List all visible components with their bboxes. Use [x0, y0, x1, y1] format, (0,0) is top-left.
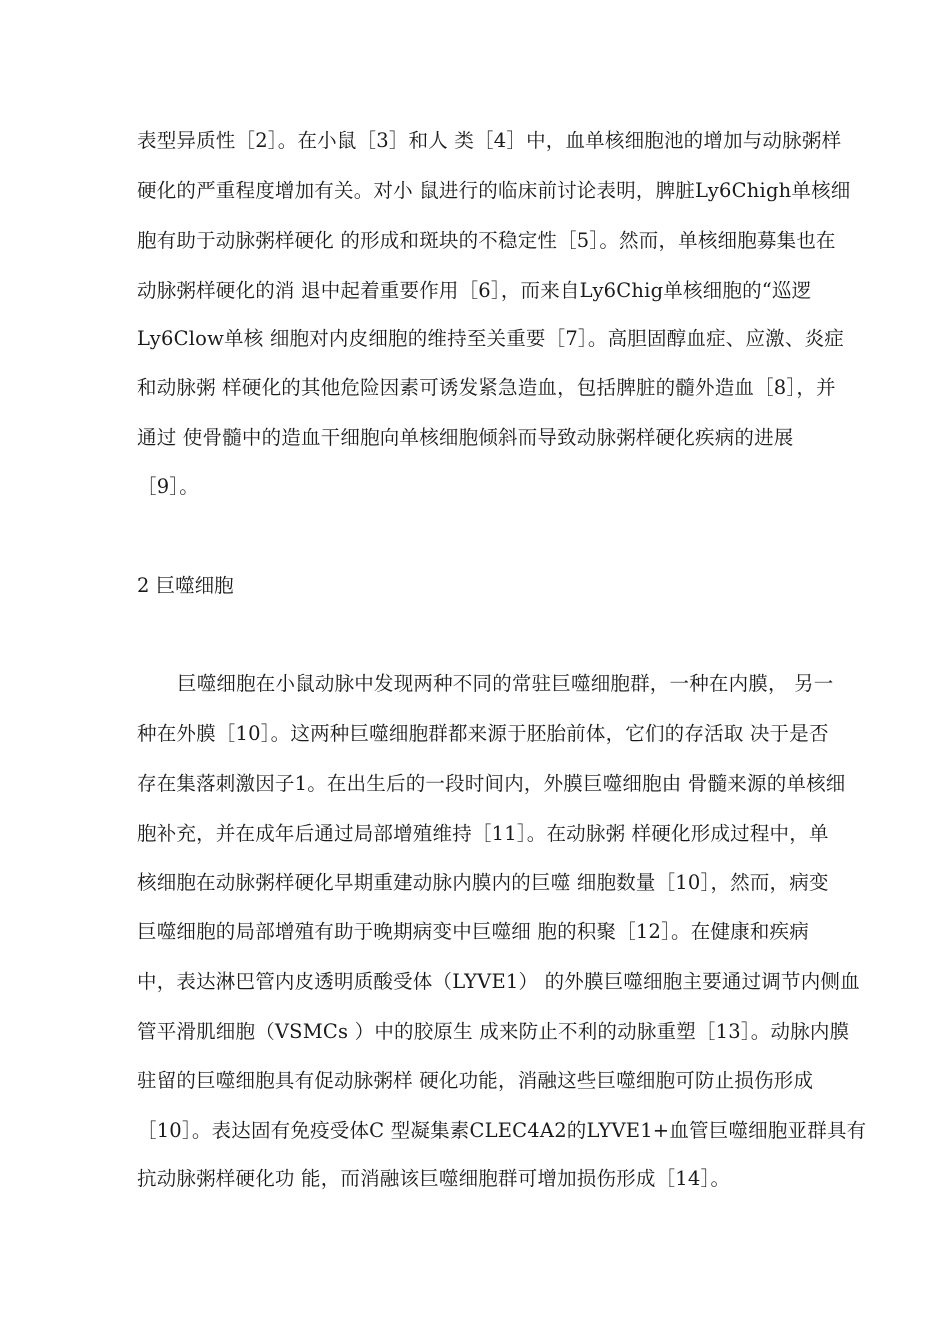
- paragraph2-line-6: 巨噬细胞的局部增殖有助于晚期病变中巨噬细 胞的积聚［12］。在健康和疾病: [137, 920, 809, 943]
- paragraph1-line-5: Ly6Clow单核 细胞对内皮细胞的维持至关重要［7］。高胆固醇血症、应激、炎症: [137, 327, 844, 350]
- paragraph1-line-3: 胞有助于动脉粥样硬化 的形成和斑块的不稳定性［5］。然而，单核细胞募集也在: [137, 229, 836, 252]
- paragraph1-line-7: 通过 使骨髓中的造血干细胞向单核细胞倾斜而导致动脉粥样硬化疾病的进展: [137, 426, 794, 449]
- paragraph2-line-4: 胞补充，并在成年后通过局部增殖维持［11］。在动脉粥 样硬化形成过程中，单: [137, 822, 829, 845]
- section-heading: 2 巨噬细胞: [137, 574, 234, 597]
- paragraph2-line-2: 种在外膜［10］。这两种巨噬细胞群都来源于胚胎前体，它们的存活取 决于是否: [137, 722, 829, 745]
- paragraph1-line-4: 动脉粥样硬化的消 退中起着重要作用［6］，而来自Ly6Chig单核细胞的“巡逻: [137, 279, 812, 302]
- paragraph2-line-9: 驻留的巨噬细胞具有促动脉粥样 硬化功能，消融这些巨噬细胞可防止损伤形成: [137, 1069, 814, 1092]
- paragraph1-line-8: ［9］。: [137, 475, 199, 498]
- paragraph1-line-2: 硬化的严重程度增加有关。对小 鼠进行的临床前讨论表明，脾脏Ly6Chigh单核细: [137, 179, 851, 202]
- paragraph2-line-3: 存在集落刺激因子1。在出生后的一段时间内，外膜巨噬细胞由 骨髓来源的单核细: [137, 772, 846, 795]
- paragraph2-line-11: 抗动脉粥样硬化功 能，而消融该巨噬细胞群可增加损伤形成［14］。: [137, 1167, 731, 1190]
- paragraph2-line-1: 巨噬细胞在小鼠动脉中发现两种不同的常驻巨噬细胞群，一种在内膜， 另一: [177, 672, 834, 695]
- paragraph1-line-1: 表型异质性［2］。在小鼠［3］和人 类［4］中，血单核细胞池的增加与动脉粥样: [137, 129, 842, 152]
- paragraph2-line-5: 核细胞在动脉粥样硬化早期重建动脉内膜内的巨噬 细胞数量［10］，然而，病变: [137, 871, 829, 894]
- paragraph2-line-7: 中，表达淋巴管内皮透明质酸受体（LYVE1） 的外膜巨噬细胞主要通过调节内侧血: [137, 970, 860, 993]
- paragraph2-line-10: ［10］。表达固有免疫受体C 型凝集素CLEC4A2的LYVE1+血管巨噬细胞亚群具有: [137, 1119, 867, 1142]
- paragraph1-line-6: 和动脉粥 样硬化的其他危险因素可诱发紧急造血，包括脾脏的髓外造血［8］，并: [137, 376, 836, 399]
- paragraph2-line-8: 管平滑肌细胞（VSMCs ）中的胶原生 成来防止不利的动脉重塑［13］。动脉内膜: [137, 1020, 850, 1043]
